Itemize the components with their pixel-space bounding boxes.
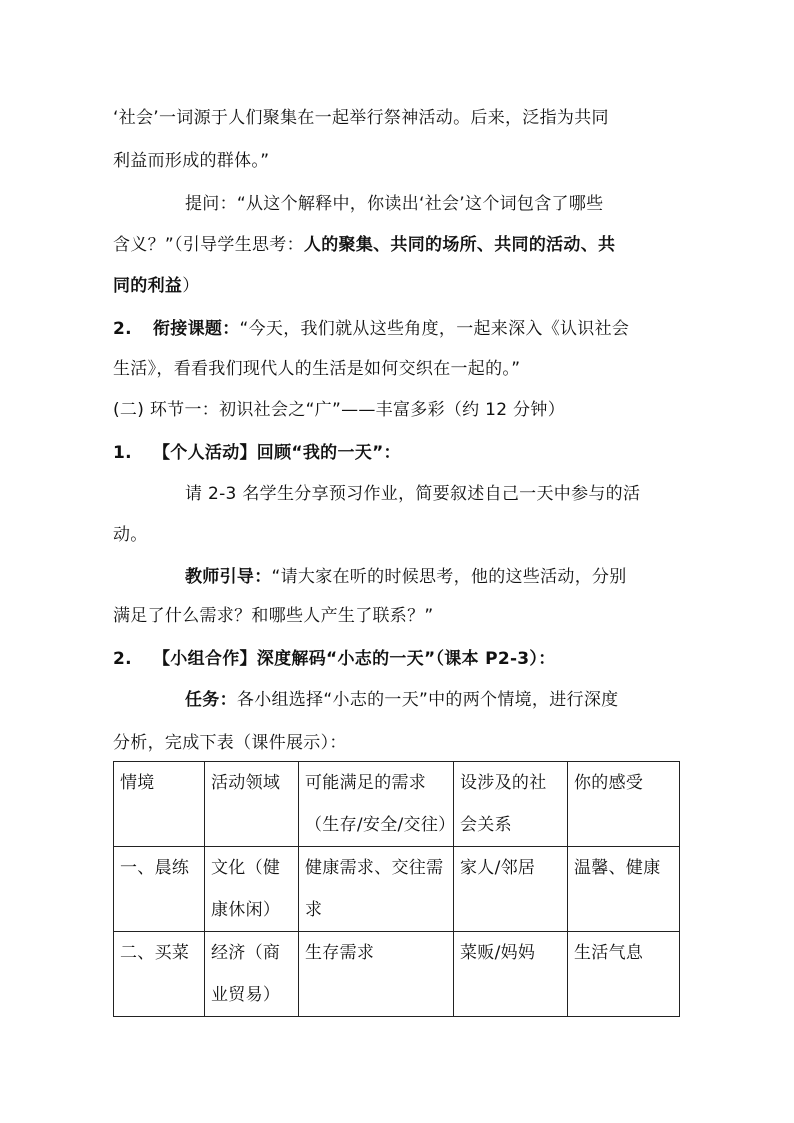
list-number: 2.: [113, 649, 132, 669]
analysis-table: [113, 761, 680, 1017]
table-row: [114, 847, 680, 932]
paragraph-line: [185, 192, 603, 216]
text: 动。: [113, 525, 148, 545]
table-row: [114, 932, 680, 1017]
text: 【个人活动】回顾“我的一天”：: [153, 443, 401, 463]
table-cell: 温馨、健康: [568, 847, 680, 932]
paragraph-line: [113, 233, 615, 257]
paragraph-line: [185, 565, 627, 589]
text: 利益而形成的群体。”: [113, 151, 270, 171]
paragraph-line: [113, 149, 269, 173]
paragraph-line: [113, 604, 434, 628]
section-heading: [113, 398, 565, 422]
table-cell: 菜贩/妈妈: [454, 932, 568, 1017]
table-header-cell: 你的感受: [568, 762, 680, 847]
text: 含义？”（引导学生思考：: [113, 235, 304, 255]
bold-text: 任务：: [185, 690, 237, 710]
paragraph-line: [113, 731, 347, 755]
table-cell: 经济（商业贸易）: [205, 932, 299, 1017]
text: 各小组选择“小志的一天”中的两个情境，进行深度: [236, 690, 619, 710]
text: 【小组合作】深度解码“小志的一天”（课本 P2-3）：: [153, 649, 556, 669]
text: “请大家在听的时候思考，他的这些活动，分别: [271, 567, 627, 587]
paragraph-line: [113, 357, 520, 381]
bold-text: 人的聚集、共同的场所、共同的活动、共: [303, 235, 616, 255]
text: 请 2-3 名学生分享预习作业，简要叙述自己一天中参与的活: [185, 484, 641, 504]
bold-text: 衔接课题：: [153, 319, 240, 339]
text: “今天，我们就从这些角度，一起来深入《认识社会: [239, 319, 630, 339]
paragraph-line: [185, 688, 618, 712]
text: 生活》，看看我们现代人的生活是如何交织在一起的。”: [113, 359, 521, 379]
paragraph-line: [113, 274, 200, 298]
table-cell: 一、晨练: [114, 847, 205, 932]
table-cell: 家人/邻居: [454, 847, 568, 932]
text: ‘社会’一词源于人们聚集在一起举行祭神活动。后来，泛指为共同: [113, 108, 609, 128]
text: (二) 环节一：初识社会之“广”——丰富多彩（约 12 分钟）: [113, 400, 566, 420]
table-cell: 文化（健康休闲）: [205, 847, 299, 932]
list-number: 2.: [113, 319, 132, 339]
text: 满足了什么需求？和哪些人产生了联系？”: [113, 606, 434, 626]
bold-text: 同的利益: [113, 276, 183, 296]
activity-2-heading: [113, 647, 556, 671]
paragraph-line: [185, 482, 640, 506]
activity-1-heading: [113, 441, 401, 465]
paragraph-line: [113, 106, 609, 130]
text: 分析，完成下表（课件展示）：: [113, 733, 347, 753]
table-header-cell: 情境: [114, 762, 205, 847]
list-number: 1.: [113, 443, 132, 463]
text: ）: [182, 276, 200, 296]
table-header-cell: 设涉及的社会关系: [454, 762, 568, 847]
table-header-cell: 活动领域: [205, 762, 299, 847]
table-header-cell: 可能满足的需求（生存/安全/交往）: [299, 762, 454, 847]
text: 提问：“从这个解释中，你读出‘社会’这个词包含了哪些: [185, 194, 604, 214]
paragraph-line: [113, 523, 148, 547]
table-cell: 生存需求: [299, 932, 454, 1017]
bold-text: 教师引导：: [185, 567, 272, 587]
table-cell: 二、买菜: [114, 932, 205, 1017]
table-cell: 健康需求、交往需求: [299, 847, 454, 932]
list-item-2: [113, 317, 629, 341]
table-cell: 生活气息: [568, 932, 680, 1017]
table-header-row: [114, 762, 680, 847]
